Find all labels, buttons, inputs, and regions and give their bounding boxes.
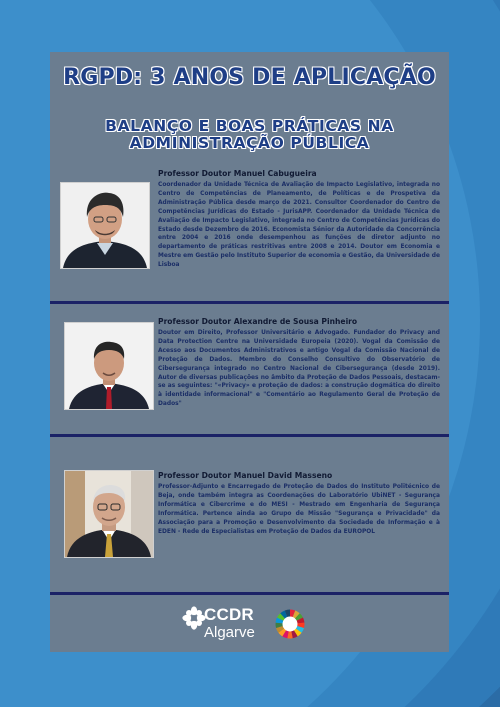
content-panel: [50, 52, 449, 652]
speaker-name: Professor Doutor Manuel David Masseno: [158, 471, 333, 480]
page-subtitle: BALANÇO E BOAS PRÁTICAS NA ADMINISTRAÇÃO PÚBLICA: [105, 117, 394, 152]
speaker-description: Coordenador da Unidade Técnica de Avaliação de Impacto Legislativo, integrada no Centro de Competências de Planeamento, de Políticas e de Prospetiva da Administração Pública desde março de 2021. Consultor Coordenador do Centro de Competências Jurídicas do Estado - JurisAPP. Coordenador da Unidade Técnica de Avaliação de Impacto Legislativo, integrada no Centro de Competências Jurídicas do Estado desde Dezembro de 2016. Economista Sénior da Autoridade da Concorrência entre 2004 e 2016 onde desempenhou as funções de diretor adjunto no departamento de práticas restritivas entre 2008 e 2014. Doutor em Economia e Mestre em Gestão pelo Instituto Superior de economia e Gestão, da Universidade de Lisboa: [158, 182, 440, 269]
section-divider: [50, 434, 449, 437]
ccdr-region-text: Algarve: [204, 624, 255, 641]
speaker-description: Doutor em Direito, Professor Universitário e Advogado. Fundador do Privacy and Data Protection Centre na Universidade Europeia (2020). Vogal da Comissão de Acesso aos Documentos Administrativos e antigo Vogal da Comissão Nacional de Proteção de Dados. Membro do Conselho Consultivo do Observatório de Cibersegurança integrado no Centro Nacional de Cibersegurança (desde 2019). Autor de diversas publicações no âmbito da Proteção de Dados Pessoais, destacam-se as seguintes: "«Privacy» e proteção de dados: a construção dogmática do direito à identidade informacional" e "Comentário ao Regulamento Geral de Proteção de Dados": [158, 330, 440, 408]
section-divider: [50, 301, 449, 304]
sdg-wheel-icon: [275, 609, 305, 639]
speaker-photo: [60, 182, 150, 269]
ccdr-algarve-logo: [182, 602, 268, 646]
speaker-photo: [64, 322, 154, 410]
speaker-bio: [158, 316, 440, 409]
section-divider: [50, 592, 449, 595]
speaker-description: Professor-Adjunto e Encarregado de Proteção de Dados do Instituto Politécnico de Beja, onde também integra as Coordenações do Laboratório UbiNET - Segurança Informática e Cibercrime e do MESI - Mestrado em Engenharia de Segurança Informática. Pertence ainda ao Grupo de Missão "Segurança e Privacidade" da Associação para a Promoção e Desenvolvimento da Sociedade de Informação e à EDEN - Rede de Especialistas em Proteção de Dados da EUROPOL: [158, 484, 440, 535]
footer: [50, 600, 449, 650]
speaker-photo: [64, 470, 154, 558]
ccdr-flower-logo-icon: [182, 606, 206, 630]
speaker-name: Professor Doutor Manuel Cabugueira: [158, 169, 317, 178]
page-title: RGPD: 3 ANOS DE APLICAÇÃO: [63, 65, 436, 90]
speaker-bio: [158, 168, 440, 270]
speaker-bio: [158, 470, 440, 536]
ccdr-logo-text: CCDR: [204, 605, 254, 624]
speaker-name: Professor Doutor Alexandre de Sousa Pinheiro: [158, 317, 358, 326]
